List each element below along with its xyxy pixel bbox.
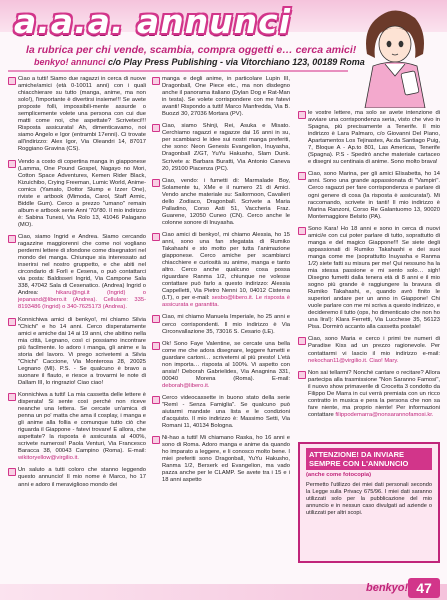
page-subtitle: la rubrica per chi vende, scambia, compra oggetti e… cerca amici! [26, 44, 357, 56]
classified-ad: Ciao a tutti! Siamo due ragazzi in cerca di nuove amiche/amici (età 0-10011 anni) con i quali chiacchierare su tutto (manga, anime, ma non solo!), l'importante è divertirsi insieme!!! Se avete proposte folli, impossibili-mente assurde o semplicemente volete una persona con cui due matti come noi, che aspettate? Scriveteci!!! Risposta assicurata! Ah, dimenticavamo, noi siamo Angelo e Igor (entrambi 17enni). Ci trovate all'indirizzo: Alex Igor, Via Oleandri 14, 87017 Roggiano Gravina (CS). [8, 76, 146, 154]
classified-ad: Ciao amici di benkyo!, mi chiamo Alessia, ho 15 anni, sono una fan sfegatata di Rumiko Takahashi e sto motto per tutta l'animazione giapponese. Cerco amiche per scambiarci chiacchiere e curiosità su anime, manga e tanto altro. Cerco anche qualcuno cosa possa riguardare Ranma 1/2, chiunque ne volesse contattare può farlo a questo indirizzo: Alessia Cappelletti, Via Pietro Nenni 10, 04012 Cisterna (LT), o per e-mail: sesbo@libero.it. Le risposta è assicurata e garantita. [152, 232, 290, 310]
classified-ad: manga e degli anime, in particolare Lupin III, Dragonball, One Piece etc., ma non disdegno anche il panorama italiano (Dylan Dog e Rat-Man in testa). Se volete corrispondere con me fatevi avanti! Rispondo a tutti! Marco Manfredda, Via B. Buozzi 30, 27036 Mortara (PV). [152, 76, 290, 118]
classified-ad: Konnichiwa a tutti! La mia cassetta delle lettere è disperata! Si sente così perché non riceve neanche una lettera. Se cercate un'amica di penna un po' matta che ama il cosplay, i manga e gli anime alla follia e comunque tutto ciò che riguarda il Giappone - fatevi trovare! E allora, che aspettate? la risposta è assicurata al 400%, scrivete numerosi! Paola Venturi, Via Francesco Baracca 38, 00043 Campino (Roma). E-mail: wikitoryellow@virgilio.it. [8, 392, 146, 462]
classified-ad: Ciao, siamo Ingrid e Andrea. Siamo cercando ragazzine maggiorenni che come noi vogliano perdermi lettere di sfondone come disegnatori nel mondo dei manga. Chiunque sia interessato ad inserirsi nel nostro gruppetto, e che abiti nel circondario di Forlì e Cesena, o può contattarci via posta: Baldisseri Ingrid, Via Campone Sala 338, 47042 Sala di Cesenatico. (Andrea) Ingrid o Andrea: hikaru@ngi.it (Ingrid) o jepanand@libero.it (Andrea). Cellulare: 335-8193486 (Ingrid) o 340-7625173 (Andrea). [8, 234, 146, 312]
classified-ad: Sono Kara! Ho 18 anni e sono in cerca di nuovi amici/e con cui poter parlare di tutto, soprattutto di manga e del magico Giappone!!! Se siete degli appassionati di Rumiko Takahashi e dei suoi manga come me (soprattutto Inuyasha e Ranma 1/2) siete fatti su misura per me! Qui nessuno ha la mia stessa passione e mi sento solo… sigh! Disegno fumetti dalla tenera età di 8 anni e il mio sogno più grande è raggiungere la bravura di Rumiko Takahashi, e, quando avrò finito le superiori andare per un anno in Giappone! Chi vuole parlare con me mi scriva a questo indirizzo, e decideremo il tutto (ops, ho dimenticato che non ho una lira!): Klara Ferretti, Via Lucchese 35, 56123 Pisa. Dormirò accanto alla cassetta postale! [298, 226, 440, 332]
classified-ad: Cerco videocassette in buono stato della serie "Remì - Senza Famiglia". Se qualcuno può aiutarmi mandate una lista e le condizioni d'acquisto. Il mio indirizzo è: Massimo Setti, Via Romani 11, 40134 Bologna. [152, 395, 290, 430]
column-2 [152, 76, 290, 582]
classified-ad: Ciao, siamo Shinji, Rei, Asuka e Misato. Cerchiamo ragazzi e ragazze dai 16 anni in su, per scambiarci le idee sui nostri manga preferiti, che sono: Neon Genesis Evangelion, Inuyasha, Dragonball Z/GT, YuYu Hakusho, Slam Dunk. Scrivete a: Barbara Buratti, Via Antonio Caneva 20, 29100 Piacenza (PC). [152, 123, 290, 172]
attention-box [298, 442, 440, 563]
column-1 [8, 76, 146, 582]
address-text: c/o Play Press Publishing - via Vitorchiano 123, 00189 Roma [105, 57, 365, 67]
classified-ad: Ciao, vendo: i fumetti di: Marmalade Boy, Solamente tu, XMe e il numero 21 di Amici. Vendo anche materiale su: Sailormoon, Cavalieri dello Zodiaco, Dragonball. Scrivete a Maria Palladino, Corso Asti 51, Vaccheria Fraz. Guarene, 12050 Cuneo (CN). Cerco anche le colonne sonore di Inuyasha. [152, 178, 290, 227]
classified-ad: Vendo a costo di copertina manga in giapponese (Lamma, One Pound Gospel, Nagayo no Mori, Cotton Space Adventures, Kemen Rider Black, Kizuichibo, Crying Freeman, Lumic World, Anime-comics (Yamato, Dottor Slump e Izzer One), riviste e artbook (Mimoda, Carol, Staff Armic, Biddle Gum). Cerco a prezzo "umano" remain album e artbook serie Anni '70/'80. Il mio indirizzo è: Sabina Tunesi, Via Rolo 13, 41046 Palagano (MO). [8, 159, 146, 229]
attention-title: ATTENZIONE! DA INVIARE SEMPRE CON L'ANNUNCIO [306, 448, 432, 470]
classified-ad: Konnichiwa amici di benkyo!, mi chiamo Silvia "Chichi" e ho 14 anni. Cerco disperatamente amici e amiche dai 14 ai 19 anni, che abitino nella mia città, Legnano, così ci possiamo incontrare più facilmente. Io adoro i manga, gli anime e la storia del lavoro. Vi prego scrivetemi a Silvia "Chichi" Caccione, Via Monterosa 28, 20025 Legnano (MI). P.S. - Se qualcuno è bravo a suonare il flauto, e riesce a trovarmi le note di Dallam III, lo ringrazio! Ciao ciao! [8, 317, 146, 387]
column-3 [298, 110, 440, 435]
page-title: a.a.a. annunci [14, 2, 292, 41]
classified-ad: Un saluto a tutti coloro che stanno leggendo questo annuncio! Il mio nome è Marco, ho 17 anni e adoro il meraviglioso mondo dei [8, 467, 146, 488]
classified-ad: Ciao, mi chiamo Manuela Imperiale, ho 25 anni e cerco corrispondenti. Il mio indirizzo è Via Circonvallazione 35, 73016 S. Cesario (LE). [152, 314, 290, 335]
mascot-girl-illustration [345, 2, 443, 108]
page-number: 47 [408, 578, 440, 598]
privacy-consent-text: Permetto l'utilizzo dei miei dati personali secondo la Legge sulla Privacy 675/96. I miei dati saranno utilizzati solo per la pubblicazione del mio annuncio e in nessun caso divulgati ad aziende o utilizzati per altri scopi. [306, 482, 432, 516]
classified-ad: le vostre lettere, ma solo se avete intenzione di avviare una corrispondenza seria, visto che vivo in Spagna, più precisamente a Tenerife. Il mio indirizzo è Lara Palmaro, c/o Giovanni Del Piano, Apartamentos Los Tejinastes, Av.da Santiago Puig, 7, Bloque A - Ap.to 801, Las Americas, Tenerife (Spagna). P.S - Spedirò anche materiale cartaceo e disegni su centinaia di anime. Sono molto brava! [298, 110, 440, 166]
footer-logo: benkyo! [366, 582, 409, 594]
attention-subtitle: (anche come fotocopia) [306, 472, 372, 478]
header-rule [8, 70, 348, 72]
classified-ad: Ok! Sono Faye Valentine, se cercate una bella come me che adora disegnare, leggere fumetti e guardare cartoni… scrivetemi al più presto! L'età non importa… risposta al 100%. Vi aspetto con ansia!! Deborah Gabrielides, Via Anagnina 331, 00040 Morena (Roma). E-mail: deborah@libero.it. [152, 341, 290, 390]
classified-ad: Non sai tellarmi? Nonché cantare o recitare? Allora partecipa alla trasmissione "Non Saranno Famosi", il nuovo show primaverile di Crocetta 3 condotto da Filippo De Marra in cui verrà premiata con un ricco contratto in musica e pera la persona che non sa fare niente, ma proprio niente! Per informazioni contattare filippodemarra@nonsarannofamosi.kr. [298, 370, 440, 419]
classified-ad: Ni-hao a tutti! Mi chiamano Raska, ho 16 anni e sono di Roma. Adoro manga e anime da quando ho imparato a leggere, e li conosco molto bene. I miei preferiti sono Dragonball, YuYu Hakusho, Ranma 1/2, Berserk ed Evangelion, ma vado pazza anche per le CLAMP. Se avete tra i 15 e i 18 anni aspetto [152, 435, 290, 484]
classified-ad: Ciao, sono Marina, per gli amici Elisabetta, ho 14 anni. Sono una grande appassionata di "Vampiri". Cerco ragazzi per fare corrispondenza e parlare di ogni genere di cosa (la risposta è assicurata!). Mi raccomando, scrivete in tanti! Il mio indirizzo è Marina Ranzoni, Corso Re Galantuomo 13, 90020 Montemaggiore Belsito (PA). [298, 171, 440, 220]
classified-ad: Ciao, sono Maria e cerco i primi tre numeri di Paradise Kiss ad un prezzo ragionevole. Per contattarmi vi lascio il mio indirizzo e-mail: nekochan11@virgilio.it. Ciao! Mary. [298, 336, 440, 364]
brand-label: benkyo! annunci [34, 57, 106, 67]
